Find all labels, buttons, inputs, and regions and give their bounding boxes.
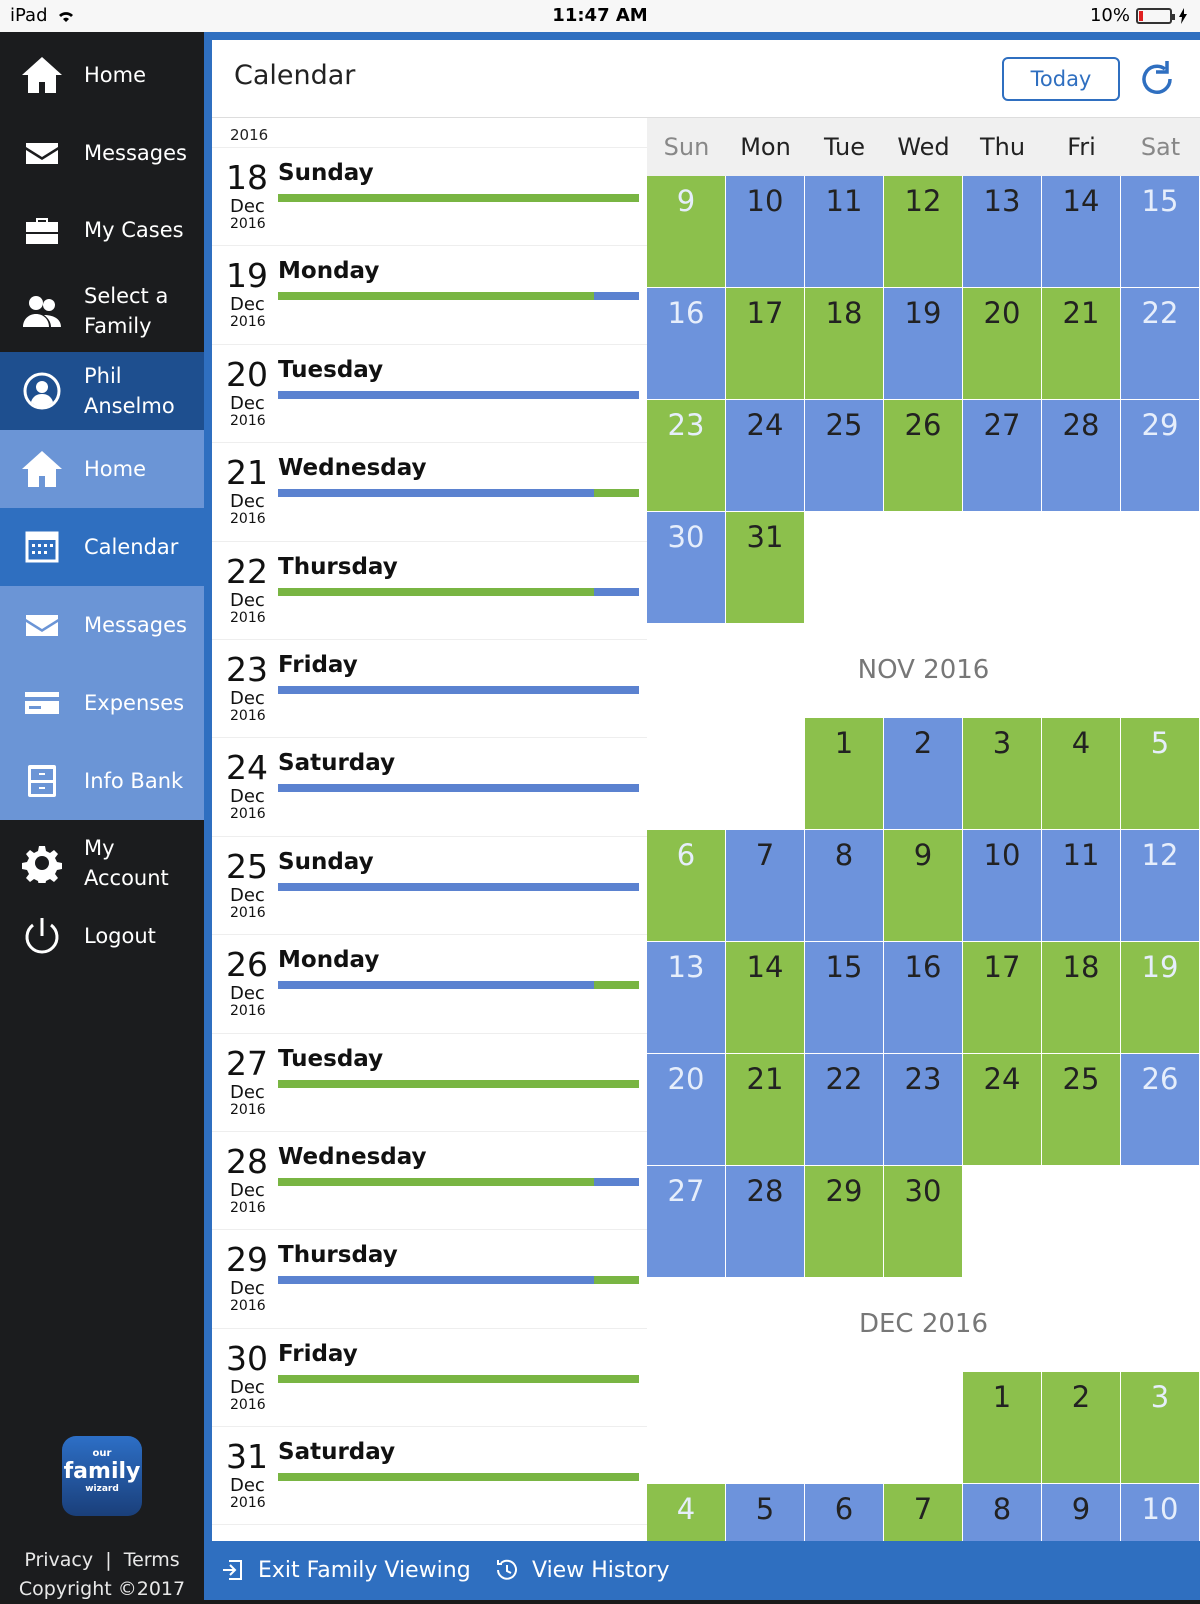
custody-bar-blue xyxy=(278,981,594,989)
calendar-day[interactable]: 17 xyxy=(726,288,804,399)
exit-icon xyxy=(220,1557,246,1583)
calendar-day[interactable]: 9 xyxy=(884,830,962,941)
calendar-day[interactable]: 20 xyxy=(963,288,1041,399)
separator: | xyxy=(105,1549,112,1571)
empty-cell xyxy=(1042,1166,1120,1277)
calendar-day[interactable]: 23 xyxy=(647,400,725,511)
calendar-day[interactable]: 9 xyxy=(1042,1484,1120,1541)
sidebar-item-messages[interactable] xyxy=(0,121,204,185)
year-label: 2016 xyxy=(230,1495,266,1512)
list-item[interactable] xyxy=(212,1230,647,1328)
custody-bar xyxy=(278,883,639,891)
view-history-button[interactable] xyxy=(494,1557,669,1583)
calendar-day[interactable]: 28 xyxy=(726,1166,804,1277)
custody-bar-green xyxy=(594,489,639,497)
envelope-icon xyxy=(20,605,64,645)
calendar-day[interactable]: 14 xyxy=(726,942,804,1053)
month-label: Dec xyxy=(230,1081,265,1103)
page-title: Calendar xyxy=(234,60,356,91)
empty-cell xyxy=(1121,512,1199,623)
custody-bar-green xyxy=(594,981,639,989)
calendar-day[interactable]: 22 xyxy=(805,1054,883,1165)
calendar-day[interactable]: 8 xyxy=(805,830,883,941)
custody-bar-blue xyxy=(594,588,639,596)
empty-cell xyxy=(1042,512,1120,623)
power-icon xyxy=(20,916,64,956)
weekday-sun: Sun xyxy=(663,133,710,161)
month-grid[interactable] xyxy=(647,118,1200,1541)
empty-cell xyxy=(647,718,725,829)
month-header: NOV 2016 xyxy=(857,655,990,685)
sidebar-subitem-expenses[interactable] xyxy=(0,664,204,742)
year-label: 2016 xyxy=(230,1396,266,1413)
sidebar-item-label: My Cases xyxy=(84,218,184,242)
calendar-day[interactable]: 2 xyxy=(884,718,962,829)
sidebar-item-label: Home xyxy=(84,63,147,87)
sidebar-item-my-account[interactable] xyxy=(0,828,204,898)
custody-bar-blue xyxy=(278,1276,594,1284)
weekday-label: Saturday xyxy=(278,1439,396,1466)
day-number: 28 xyxy=(226,1141,268,1181)
custody-bar-blue xyxy=(278,883,639,891)
calendar-day[interactable]: 18 xyxy=(1042,942,1120,1053)
weekday-label: Friday xyxy=(278,1340,358,1367)
calendar-day[interactable]: 27 xyxy=(647,1166,725,1277)
list-item[interactable] xyxy=(212,345,647,443)
battery-percent: 10% xyxy=(1089,5,1130,26)
calendar-day[interactable]: 26 xyxy=(884,400,962,511)
custody-bar xyxy=(278,1276,639,1284)
year-label: 2016 xyxy=(230,1298,266,1315)
weekday-fri: Fri xyxy=(1067,133,1096,161)
custody-bar-green xyxy=(278,1080,639,1088)
day-number: 23 xyxy=(226,649,268,689)
calendar-day[interactable]: 5 xyxy=(726,1484,804,1541)
custody-bar xyxy=(278,194,639,202)
calendar-day[interactable]: 2 xyxy=(1042,1372,1120,1483)
month-label: Dec xyxy=(230,1376,265,1398)
custody-bar-green xyxy=(278,1375,639,1383)
custody-bar-green xyxy=(278,588,594,596)
custody-bar-blue xyxy=(594,292,639,300)
home-icon xyxy=(20,55,64,95)
calendar-day[interactable]: 3 xyxy=(963,718,1041,829)
empty-cell xyxy=(884,512,962,623)
list-item[interactable] xyxy=(212,1132,647,1230)
weekday-tue: Tue xyxy=(824,133,865,161)
month-label: Dec xyxy=(230,1475,265,1497)
calendar-day[interactable]: 1 xyxy=(963,1372,1041,1483)
weekday-label: Sunday xyxy=(278,848,374,875)
day-number: 29 xyxy=(226,1240,268,1280)
calendar-day[interactable]: 13 xyxy=(647,942,725,1053)
footer-bar xyxy=(204,1541,1200,1600)
charging-icon xyxy=(1178,8,1188,24)
custody-bar-blue xyxy=(278,686,639,694)
calendar-day[interactable]: 27 xyxy=(963,400,1041,511)
calendar-day[interactable]: 3 xyxy=(1121,1372,1199,1483)
sidebar-item-label: Select a Family xyxy=(84,284,169,338)
status-bar xyxy=(0,0,1200,32)
custody-bar xyxy=(278,391,639,399)
calendar-day[interactable]: 11 xyxy=(805,176,883,287)
month-header: DEC 2016 xyxy=(858,1309,989,1339)
terms-link[interactable]: Terms xyxy=(123,1549,180,1571)
month-label: Dec xyxy=(230,392,265,414)
calendar-day[interactable]: 26 xyxy=(1121,1054,1199,1165)
sidebar-item-label: Calendar xyxy=(84,535,179,559)
calendar-day[interactable]: 15 xyxy=(805,942,883,1053)
calendar-day[interactable]: 12 xyxy=(1121,830,1199,941)
calendar-day[interactable]: 16 xyxy=(884,942,962,1053)
calendar-day[interactable]: 23 xyxy=(884,1054,962,1165)
weekday-mon: Mon xyxy=(740,133,791,161)
month-label: Dec xyxy=(230,687,265,709)
calendar-day[interactable]: 19 xyxy=(884,288,962,399)
privacy-link[interactable]: Privacy xyxy=(24,1549,94,1571)
empty-cell xyxy=(963,512,1041,623)
weekday-sat: Sat xyxy=(1140,133,1181,161)
sidebar-item-label: My Account xyxy=(84,836,169,890)
custody-bar-blue xyxy=(278,784,639,792)
calendar-day[interactable]: 24 xyxy=(963,1054,1041,1165)
calendar-day[interactable]: 15 xyxy=(1121,176,1199,287)
custody-bar xyxy=(278,292,639,300)
year-label: 2016 xyxy=(230,1003,266,1020)
user-icon xyxy=(20,371,64,411)
exit-family-viewing-button[interactable] xyxy=(220,1557,471,1583)
sidebar-item-my-cases[interactable] xyxy=(0,198,204,262)
custody-bar xyxy=(278,686,639,694)
envelope-icon xyxy=(20,133,64,173)
main-panel xyxy=(204,32,1200,1600)
card-icon xyxy=(20,683,64,723)
weekday-thu: Thu xyxy=(979,133,1026,161)
year-label: 2016 xyxy=(230,1101,266,1118)
sidebar-item-select-family[interactable] xyxy=(0,272,204,350)
sidebar-subitem-calendar[interactable] xyxy=(0,508,204,586)
sidebar-subitem-messages[interactable] xyxy=(0,586,204,664)
empty-cell xyxy=(726,718,804,829)
calendar-day[interactable]: 29 xyxy=(1121,400,1199,511)
calendar-day[interactable]: 19 xyxy=(1121,942,1199,1053)
month-label: Dec xyxy=(230,884,265,906)
calendar-day[interactable]: 4 xyxy=(1042,718,1120,829)
custody-bar xyxy=(278,1375,639,1383)
month-label: Dec xyxy=(230,983,265,1005)
list-item[interactable] xyxy=(212,1329,647,1427)
cabinet-icon xyxy=(20,761,64,801)
exit-label: Exit Family Viewing xyxy=(258,1557,471,1583)
day-number: 31 xyxy=(226,1437,268,1477)
device-label: iPad xyxy=(10,5,48,26)
sidebar-item-home[interactable] xyxy=(0,43,204,107)
year-label: 2016 xyxy=(230,806,266,823)
calendar-day[interactable]: 8 xyxy=(963,1484,1041,1541)
day-number: 21 xyxy=(226,453,268,493)
sidebar-subitem-info-bank[interactable] xyxy=(0,742,204,820)
custody-bar-green xyxy=(278,1473,639,1481)
day-number: 22 xyxy=(226,551,268,591)
calendar-day[interactable]: 13 xyxy=(963,176,1041,287)
calendar-day[interactable]: 28 xyxy=(1042,400,1120,511)
custody-bar xyxy=(278,1080,639,1088)
day-number: 20 xyxy=(226,354,268,394)
custody-bar xyxy=(278,1178,639,1186)
calendar-day[interactable]: 12 xyxy=(884,176,962,287)
weekday-header xyxy=(647,118,1200,176)
year-label: 2016 xyxy=(230,412,266,429)
briefcase-icon xyxy=(20,210,64,250)
calendar-day[interactable]: 21 xyxy=(726,1054,804,1165)
sidebar-profile-phil-anselmo[interactable] xyxy=(0,352,204,430)
empty-cell xyxy=(726,1372,804,1483)
month-days xyxy=(647,176,1200,623)
list-item[interactable] xyxy=(212,738,647,836)
month-days xyxy=(647,1372,1200,1541)
list-item[interactable] xyxy=(212,246,647,344)
month-label: Dec xyxy=(230,589,265,611)
weekday-label: Tuesday xyxy=(278,356,384,383)
custody-bar xyxy=(278,588,639,596)
calendar-day[interactable]: 30 xyxy=(884,1166,962,1277)
empty-cell xyxy=(1121,1166,1199,1277)
day-number: 26 xyxy=(226,945,268,985)
calendar-day[interactable]: 22 xyxy=(1121,288,1199,399)
weekday-label: Friday xyxy=(278,651,358,678)
custody-bar-green xyxy=(278,194,639,202)
weekday-label: Tuesday xyxy=(278,1045,384,1072)
calendar-day[interactable]: 14 xyxy=(1042,176,1120,287)
empty-cell xyxy=(884,1372,962,1483)
calendar-day[interactable]: 21 xyxy=(1042,288,1120,399)
custody-bar xyxy=(278,981,639,989)
empty-cell xyxy=(805,1372,883,1483)
calendar-day[interactable]: 10 xyxy=(726,176,804,287)
custody-bar-blue xyxy=(594,1178,639,1186)
weekday-label: Thursday xyxy=(278,1242,398,1269)
weekday-label: Thursday xyxy=(278,553,398,580)
year-label: 2016 xyxy=(230,904,266,921)
custody-bar-blue xyxy=(278,489,594,497)
clock: 11:47 AM xyxy=(552,5,648,26)
battery-icon xyxy=(1136,8,1172,24)
year-label: 2016 xyxy=(230,609,266,626)
month-label: Dec xyxy=(230,1278,265,1300)
calendar-day[interactable]: 7 xyxy=(884,1484,962,1541)
custody-bar xyxy=(278,489,639,497)
day-number: 24 xyxy=(226,748,268,788)
custody-bar xyxy=(278,1473,639,1481)
month-label: Dec xyxy=(230,491,265,513)
year-label: 2016 xyxy=(230,707,266,724)
empty-cell xyxy=(805,512,883,623)
calendar-day[interactable]: 17 xyxy=(963,942,1041,1053)
calendar-day[interactable]: 1 xyxy=(805,718,883,829)
app-logo: our family wizard xyxy=(62,1436,142,1516)
history-label: View History xyxy=(532,1557,670,1583)
weekday-label: Saturday xyxy=(278,750,396,777)
custody-bar xyxy=(278,784,639,792)
calendar-day[interactable]: 20 xyxy=(647,1054,725,1165)
calendar-day[interactable]: 10 xyxy=(963,830,1041,941)
list-item[interactable] xyxy=(212,837,647,935)
calendar-icon xyxy=(20,527,64,567)
list-item[interactable] xyxy=(212,1034,647,1132)
sidebar-item-label: Home xyxy=(84,457,147,481)
calendar-day[interactable]: 10 xyxy=(1121,1484,1199,1541)
legal xyxy=(0,1546,204,1604)
calendar-day[interactable]: 30 xyxy=(647,512,725,623)
calendar-day[interactable]: 16 xyxy=(647,288,725,399)
list-item[interactable] xyxy=(212,148,647,246)
calendar-day[interactable]: 6 xyxy=(805,1484,883,1541)
empty-cell xyxy=(963,1166,1041,1277)
year-label: 2016 xyxy=(230,314,266,331)
custody-bar-blue xyxy=(278,391,639,399)
copyright: Copyright ©2017 xyxy=(18,1578,186,1600)
month-label: Dec xyxy=(230,1179,265,1201)
weekday-label: Wednesday xyxy=(278,1143,427,1170)
sidebar-item-label: Info Bank xyxy=(84,769,184,793)
custody-bar-green xyxy=(278,292,594,300)
day-list[interactable] xyxy=(212,118,647,1541)
year-label: 2016 xyxy=(230,511,266,528)
list-item[interactable] xyxy=(212,443,647,541)
calendar-day[interactable]: 25 xyxy=(805,400,883,511)
empty-cell xyxy=(647,1372,725,1483)
sidebar-item-label: Logout xyxy=(84,924,156,948)
weekday-label: Sunday xyxy=(278,160,374,186)
sidebar-item-label: Messages xyxy=(84,613,187,637)
calendar-day[interactable]: 7 xyxy=(726,830,804,941)
month-days xyxy=(647,718,1200,1277)
custody-bar-green xyxy=(594,1276,639,1284)
sidebar xyxy=(0,32,204,1600)
refresh-icon[interactable] xyxy=(1136,58,1178,100)
day-number: 27 xyxy=(226,1043,268,1083)
family-icon xyxy=(20,291,64,331)
month-label: Dec xyxy=(230,294,265,316)
header xyxy=(212,40,1200,118)
day-number: 19 xyxy=(226,256,268,296)
month-label: Dec xyxy=(230,196,265,217)
weekday-label: Monday xyxy=(278,258,380,285)
weekday-wed: Wed xyxy=(897,133,950,161)
today-button[interactable]: Today xyxy=(1002,57,1120,101)
sidebar-item-logout[interactable] xyxy=(0,904,204,968)
custody-bar-green xyxy=(278,1178,594,1186)
list-item[interactable] xyxy=(212,542,647,640)
calendar-day[interactable]: 18 xyxy=(805,288,883,399)
calendar-day[interactable]: 5 xyxy=(1121,718,1199,829)
calendar-day[interactable]: 4 xyxy=(647,1484,725,1541)
weekday-label: Monday xyxy=(278,947,380,974)
list-item[interactable] xyxy=(212,1427,647,1525)
history-icon xyxy=(494,1557,520,1583)
calendar-day[interactable]: 11 xyxy=(1042,830,1120,941)
calendar-day[interactable]: 9 xyxy=(647,176,725,287)
calendar-day[interactable]: 25 xyxy=(1042,1054,1120,1165)
calendar-day[interactable]: 31 xyxy=(726,512,804,623)
list-item[interactable] xyxy=(212,935,647,1033)
weekday-label: Wednesday xyxy=(278,455,427,482)
month-label: Dec xyxy=(230,786,265,808)
year-label: 2016 xyxy=(230,216,266,232)
list-item[interactable] xyxy=(212,640,647,738)
list-year-header: 2016 xyxy=(212,118,647,148)
sidebar-item-label: Messages xyxy=(84,141,187,165)
sidebar-item-label: Expenses xyxy=(84,691,185,715)
calendar-day[interactable]: 29 xyxy=(805,1166,883,1277)
home-icon xyxy=(20,449,64,489)
gear-icon xyxy=(20,843,64,883)
year-label: 2016 xyxy=(230,1199,266,1216)
profile-name: Phil Anselmo xyxy=(84,364,175,418)
day-number: 25 xyxy=(226,846,268,886)
day-number: 30 xyxy=(226,1338,268,1378)
day-number: 18 xyxy=(226,158,268,197)
calendar-day[interactable]: 6 xyxy=(647,830,725,941)
calendar-day[interactable]: 24 xyxy=(726,400,804,511)
sidebar-subitem-home[interactable] xyxy=(0,430,204,508)
